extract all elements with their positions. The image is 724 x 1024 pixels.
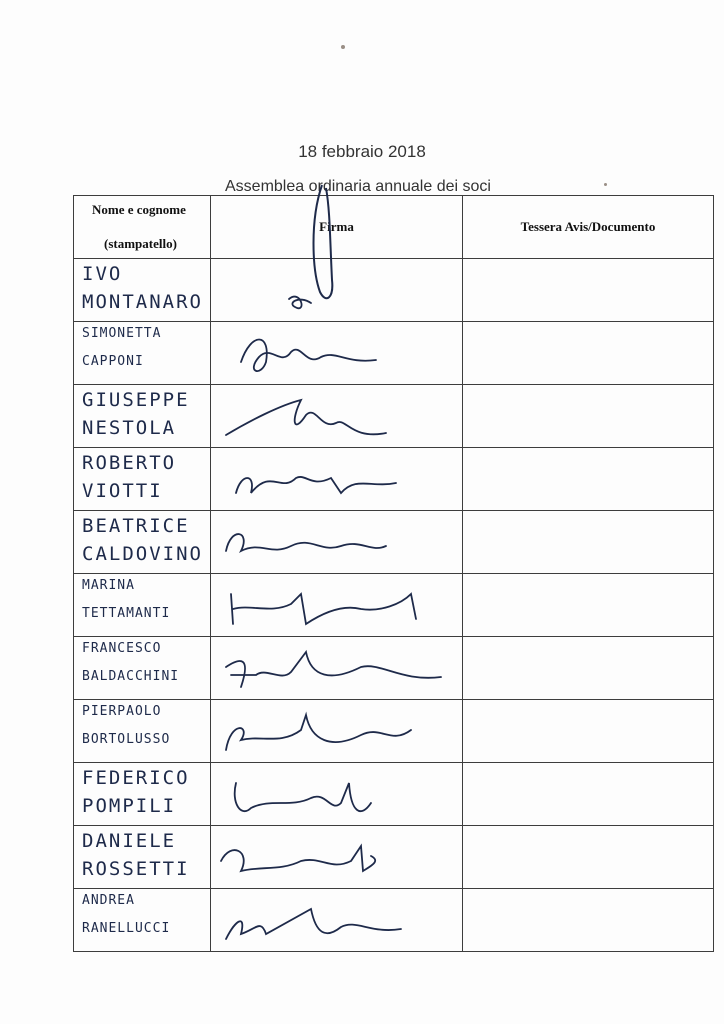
header-card: Tessera Avis/Documento xyxy=(463,196,714,259)
cell-card-number xyxy=(463,259,714,322)
cell-printed-name xyxy=(74,700,211,763)
table-row xyxy=(74,889,714,952)
handwritten-signature xyxy=(211,385,463,447)
cell-printed-name xyxy=(74,259,211,322)
cell-signature xyxy=(211,826,463,889)
handwritten-first-name: DANIELE xyxy=(82,830,177,852)
header-signature: Firma xyxy=(211,196,463,259)
handwritten-last-name: BORTOLUSSO xyxy=(82,732,171,747)
handwritten-signature xyxy=(211,574,463,636)
table-row xyxy=(74,322,714,385)
cell-printed-name xyxy=(74,574,211,637)
cell-signature xyxy=(211,889,463,952)
document-title: Assemblea ordinaria annuale dei soci xyxy=(225,178,491,195)
handwritten-signature xyxy=(211,448,463,510)
handwritten-first-name: PIERPAOLO xyxy=(82,704,162,719)
cell-card-number xyxy=(463,574,714,637)
header-name xyxy=(74,196,211,259)
table-header-row xyxy=(74,196,714,259)
cell-card-number xyxy=(463,322,714,385)
table-row xyxy=(74,574,714,637)
cell-signature xyxy=(211,385,463,448)
handwritten-first-name: SIMONETTA xyxy=(82,326,162,341)
handwritten-last-name: BALDACCHINI xyxy=(82,669,180,684)
handwritten-first-name: ANDREA xyxy=(82,893,135,908)
signature-loop-mark xyxy=(300,180,360,310)
attendance-table xyxy=(73,195,714,952)
handwritten-first-name: ROBERTO xyxy=(82,452,177,474)
cell-printed-name xyxy=(74,826,211,889)
cell-card-number xyxy=(463,511,714,574)
handwritten-first-name: GIUSEPPE xyxy=(82,389,190,411)
handwritten-first-name: BEATRICE xyxy=(82,515,190,537)
cell-signature xyxy=(211,700,463,763)
handwritten-first-name: FEDERICO xyxy=(82,767,190,789)
handwritten-last-name: CALDOVINO xyxy=(82,543,203,565)
handwritten-last-name: TETTAMANTI xyxy=(82,606,171,621)
table-row xyxy=(74,448,714,511)
table-row xyxy=(74,763,714,826)
cell-card-number xyxy=(463,826,714,889)
cell-printed-name xyxy=(74,511,211,574)
handwritten-last-name: ROSSETTI xyxy=(82,858,190,880)
cell-card-number xyxy=(463,889,714,952)
handwritten-first-name: FRANCESCO xyxy=(82,641,162,656)
handwritten-signature xyxy=(211,763,463,825)
handwritten-last-name: POMPILI xyxy=(82,795,177,817)
document-date: 18 febbraio 2018 xyxy=(298,142,426,161)
cell-card-number xyxy=(463,385,714,448)
handwritten-first-name: MARINA xyxy=(82,578,135,593)
handwritten-last-name: NESTOLA xyxy=(82,417,177,439)
handwritten-signature xyxy=(211,700,463,762)
handwritten-signature xyxy=(211,826,463,888)
cell-signature xyxy=(211,322,463,385)
cell-signature xyxy=(211,637,463,700)
cell-card-number xyxy=(463,700,714,763)
cell-printed-name xyxy=(74,385,211,448)
cell-card-number xyxy=(463,637,714,700)
handwritten-last-name: VIOTTI xyxy=(82,480,163,502)
header-name-line2: (stampatello) xyxy=(104,236,177,251)
handwritten-first-name: IVO xyxy=(82,263,123,285)
header-name-line1: Nome e cognome xyxy=(92,202,186,217)
handwritten-signature xyxy=(211,889,463,951)
table-row xyxy=(74,259,714,322)
cell-signature xyxy=(211,574,463,637)
cell-signature xyxy=(211,511,463,574)
table-row xyxy=(74,637,714,700)
handwritten-signature xyxy=(211,511,463,573)
table-row xyxy=(74,385,714,448)
handwritten-last-name: RANELLUCCI xyxy=(82,921,171,936)
table-row xyxy=(74,700,714,763)
handwritten-last-name: MONTANARO xyxy=(82,291,203,313)
paper-speck xyxy=(604,183,607,186)
table-row xyxy=(74,826,714,889)
cell-printed-name xyxy=(74,322,211,385)
handwritten-signature xyxy=(211,322,463,384)
cell-signature xyxy=(211,763,463,826)
cell-printed-name xyxy=(74,637,211,700)
paper-speck xyxy=(341,45,345,49)
cell-card-number xyxy=(463,448,714,511)
cell-signature xyxy=(211,448,463,511)
handwritten-last-name: CAPPONI xyxy=(82,354,144,369)
cell-printed-name xyxy=(74,763,211,826)
handwritten-signature xyxy=(211,637,463,699)
cell-card-number xyxy=(463,763,714,826)
table-row xyxy=(74,511,714,574)
cell-printed-name xyxy=(74,889,211,952)
cell-printed-name xyxy=(74,448,211,511)
